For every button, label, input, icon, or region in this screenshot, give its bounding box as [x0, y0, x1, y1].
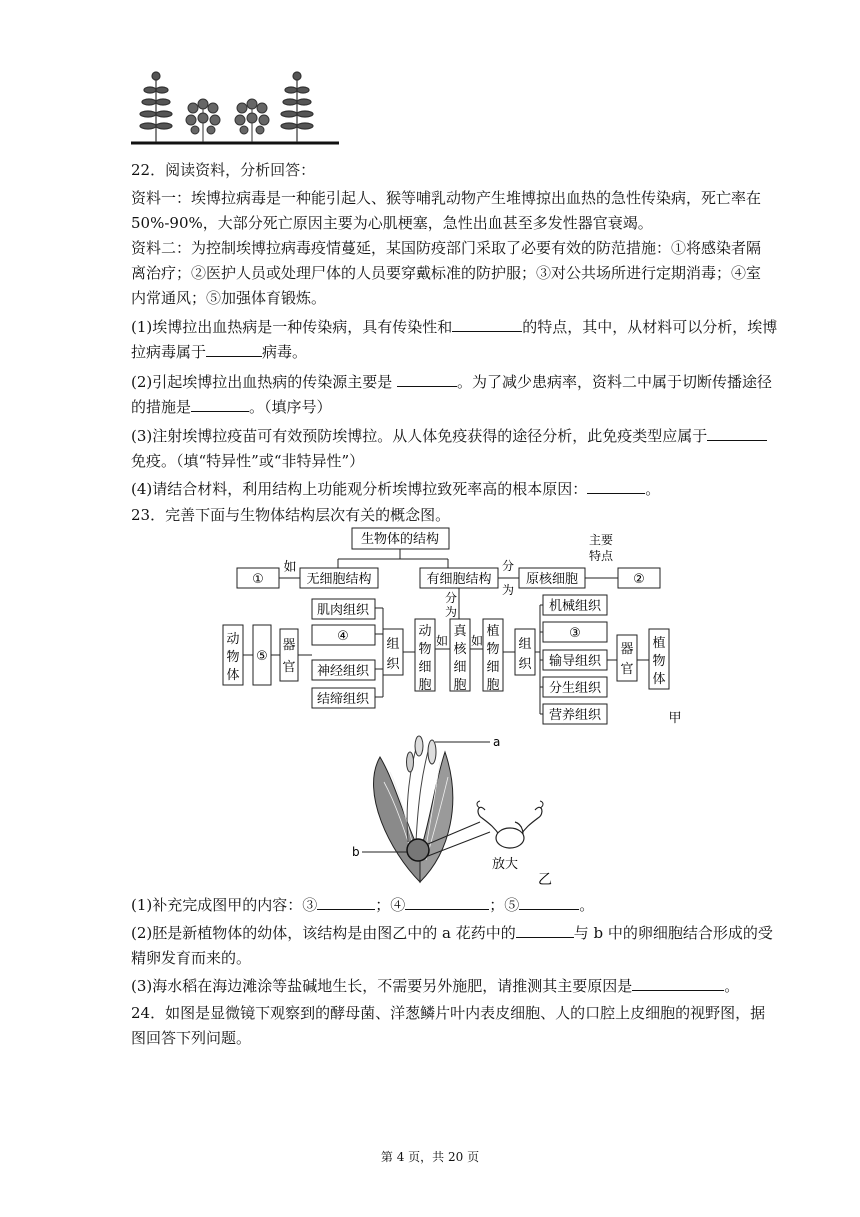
answer-blank[interactable] [206, 341, 262, 357]
plant-tissue-4: 营养组织 [548, 708, 602, 723]
plant-tissue-3: 分生组织 [548, 681, 602, 696]
q22-sub2-line1 [131, 370, 772, 394]
animal-tissue-2: 神经组织 [316, 664, 370, 679]
q22-sub2-text-d: 。（填序号） [249, 398, 332, 416]
organ-left-char: 器 [282, 638, 296, 653]
plant-cell-char: 细 [486, 660, 500, 675]
animal-tissue-3: 结缔组织 [316, 692, 370, 707]
plants-illustration [131, 68, 341, 146]
has-cell-label: 有细胞结构 [426, 572, 492, 587]
page-footer: 第 4 页，共 20 页 [380, 1150, 480, 1164]
q22-sub2-text-b: 。为了减少患病率，资料二中属于切断传播途径 [457, 373, 773, 391]
tissue-right-char: 织 [518, 657, 532, 672]
eukaryote-char: 真 [453, 624, 467, 639]
fen-label-right-2: 为 [501, 583, 515, 597]
circle5-label: ⑤ [256, 649, 268, 664]
animal-cell-char: 胞 [418, 678, 432, 693]
circle1-label: ① [252, 572, 264, 587]
q22-sub4-text-b: 。 [645, 480, 661, 498]
eukaryote-char: 细 [453, 660, 467, 675]
animal-cell-char: 物 [418, 642, 432, 657]
tissue-left-char: 织 [386, 657, 400, 672]
q22-title: 22．阅读资料，分析回答： [131, 161, 316, 179]
q23-sub1-text-d: 。 [579, 896, 595, 914]
fen-down-2: 为 [444, 605, 458, 619]
animal-body-char: 体 [226, 668, 240, 683]
label-b: b [352, 845, 360, 859]
prokaryote-label: 原核细胞 [525, 572, 579, 587]
no-cell-label: 无细胞结构 [306, 572, 372, 587]
plant-cell-char: 植 [486, 624, 500, 639]
plant-body-char: 植 [652, 636, 666, 651]
q22-material2-line1: 资料二：为控制埃博拉病毒疫情蔓延，某国防疫部门采取了必要有效的防范措施：①将感染者隔 [131, 239, 762, 257]
q22-sub2-line2 [131, 395, 332, 419]
animal-body-char: 动 [226, 632, 240, 647]
q22-material2-line2: 离治疗；②医护人员或处理尸体的人员要穿戴标准的防护服；③对公共场所进行定期消毒；④室 [131, 264, 762, 282]
q23-sub3-text-b: 。 [724, 977, 740, 995]
label-jia: 甲 [668, 711, 682, 726]
q22-sub1-text-c: 拉病毒属于 [131, 343, 207, 361]
eukaryote-char: 核 [453, 642, 467, 657]
organ-left-char: 官 [282, 660, 296, 675]
answer-blank[interactable] [519, 894, 579, 910]
q23-title: 23．完善下面与生物体结构层次有关的概念图。 [131, 506, 451, 524]
plant-body-char: 物 [652, 654, 666, 669]
answer-blank[interactable] [397, 371, 457, 387]
concept-map-jia [215, 522, 685, 732]
plant-tissue-0: 机械组织 [548, 599, 602, 614]
q23-sub1-text-a: (1)补充完成图甲的内容：③ [131, 896, 318, 914]
answer-blank[interactable] [516, 922, 574, 938]
q24-line1: 24．如图是显微镜下观察到的酵母菌、洋葱鳞片叶内表皮细胞、人的口腔上皮细胞的视野图，据 [131, 1004, 766, 1022]
fen-label-right-1: 分 [501, 559, 515, 573]
q23-sub2-text-b: 与 b 中的卵细胞结合形成的受 [573, 924, 773, 942]
q23-sub2-text-a: (2)胚是新植物体的幼体，该结构是由图乙中的 a 花药中的 [131, 924, 516, 942]
q22-material1-line1: 资料一：埃博拉病毒是一种能引起人、猴等哺乳动物产生堆博掠出血热的急性传染病，死亡率在 [131, 189, 762, 207]
q22-sub1-text-b: 的特点，其中，从材料可以分析，埃博 [522, 318, 778, 336]
q23-sub2-line1 [131, 921, 773, 945]
q22-sub3-text-a: (3)注射埃博拉疫苗可有效预防埃博拉。从人体免疫获得的途径分析，此免疫类型应属于 [131, 427, 708, 445]
short-plant-icon [235, 99, 269, 142]
q22-sub3-line2: 免疫。（填“特异性”或“非特异性”） [131, 452, 365, 470]
q23-sub2-line2: 精卵发育而来的。 [131, 949, 252, 967]
plant-tissue-2: 输导组织 [548, 654, 602, 669]
q23-sub1-text-c: ；⑤ [489, 896, 520, 914]
zoom-label: 放大 [491, 857, 519, 872]
q22-sub2-text-a: (2)引起埃博拉出血热病的传染源主要是 [131, 373, 398, 391]
root-label: 生物体的结构 [360, 532, 440, 547]
animal-tissue-1: ④ [337, 629, 349, 644]
q24-line2: 图回答下列问题。 [131, 1029, 252, 1047]
plant-body-char: 体 [652, 672, 666, 687]
tissue-left-char: 组 [386, 637, 400, 652]
organ-right-char: 官 [620, 662, 634, 677]
q22-sub4-line1 [131, 477, 660, 501]
animal-cell-char: 细 [418, 660, 432, 675]
q22-sub1-text-d: 病毒。 [262, 343, 308, 361]
ru-mid-right: 如 [470, 634, 484, 648]
flower-figure-yi [350, 732, 560, 890]
answer-blank[interactable] [452, 316, 522, 332]
circle2-label: ② [633, 572, 645, 587]
tall-plant-icon [281, 72, 313, 142]
short-plant-icon [186, 99, 220, 142]
q22-sub4-text-a: (4)请结合材料，利用结构上功能观分析埃博拉致死率高的根本原因： [131, 480, 588, 498]
eukaryote-char: 胞 [453, 678, 467, 693]
animal-body-char: 物 [226, 650, 240, 665]
answer-blank[interactable] [587, 478, 645, 494]
tissue-right-char: 组 [518, 637, 532, 652]
answer-blank[interactable] [317, 894, 375, 910]
organ-right-char: 器 [620, 642, 634, 657]
answer-blank[interactable] [707, 425, 767, 441]
animal-tissue-0: 肌肉组织 [316, 603, 370, 618]
q22-material2-line3: 内常通风；⑤加强体育锻炼。 [131, 289, 327, 307]
plant-cell-char: 胞 [486, 678, 500, 693]
main-feature-line2: 特点 [588, 549, 614, 563]
answer-blank[interactable] [191, 396, 249, 412]
plant-cell-char: 物 [486, 642, 500, 657]
fen-down-1: 分 [444, 591, 458, 605]
ru-mid-left: 如 [435, 634, 449, 648]
q23-sub3-text-a: (3)海水稻在海边滩涂等盐碱地生长，不需要另外施肥，请推测其主要原因是 [131, 977, 633, 995]
answer-blank[interactable] [405, 894, 489, 910]
q22-sub1-line2 [131, 340, 307, 364]
main-feature-line1: 主要 [588, 533, 614, 547]
q22-sub1-line1 [131, 315, 777, 339]
ru-left-label: 如 [283, 560, 297, 575]
q22-sub2-text-c: 的措施是 [131, 398, 192, 416]
q22-sub1-text-a: (1)埃博拉出血热病是一种传染病，具有传染性和 [131, 318, 453, 336]
tall-plant-icon [140, 72, 172, 142]
label-yi: 乙 [538, 872, 552, 888]
q23-sub1-text-b: ；④ [375, 896, 406, 914]
q22-material1-line2: 50%-90%，大部分死亡原因主要为心肌梗塞，急性出血甚至多发性器官衰竭。 [131, 214, 653, 232]
animal-cell-char: 动 [418, 624, 432, 639]
plant-tissue-1: ③ [569, 626, 581, 641]
q23-sub3-line [131, 974, 739, 998]
q23-sub1-line [131, 893, 594, 917]
label-a: a [493, 735, 501, 749]
answer-blank[interactable] [632, 975, 724, 991]
q22-sub3-line1 [131, 424, 767, 448]
